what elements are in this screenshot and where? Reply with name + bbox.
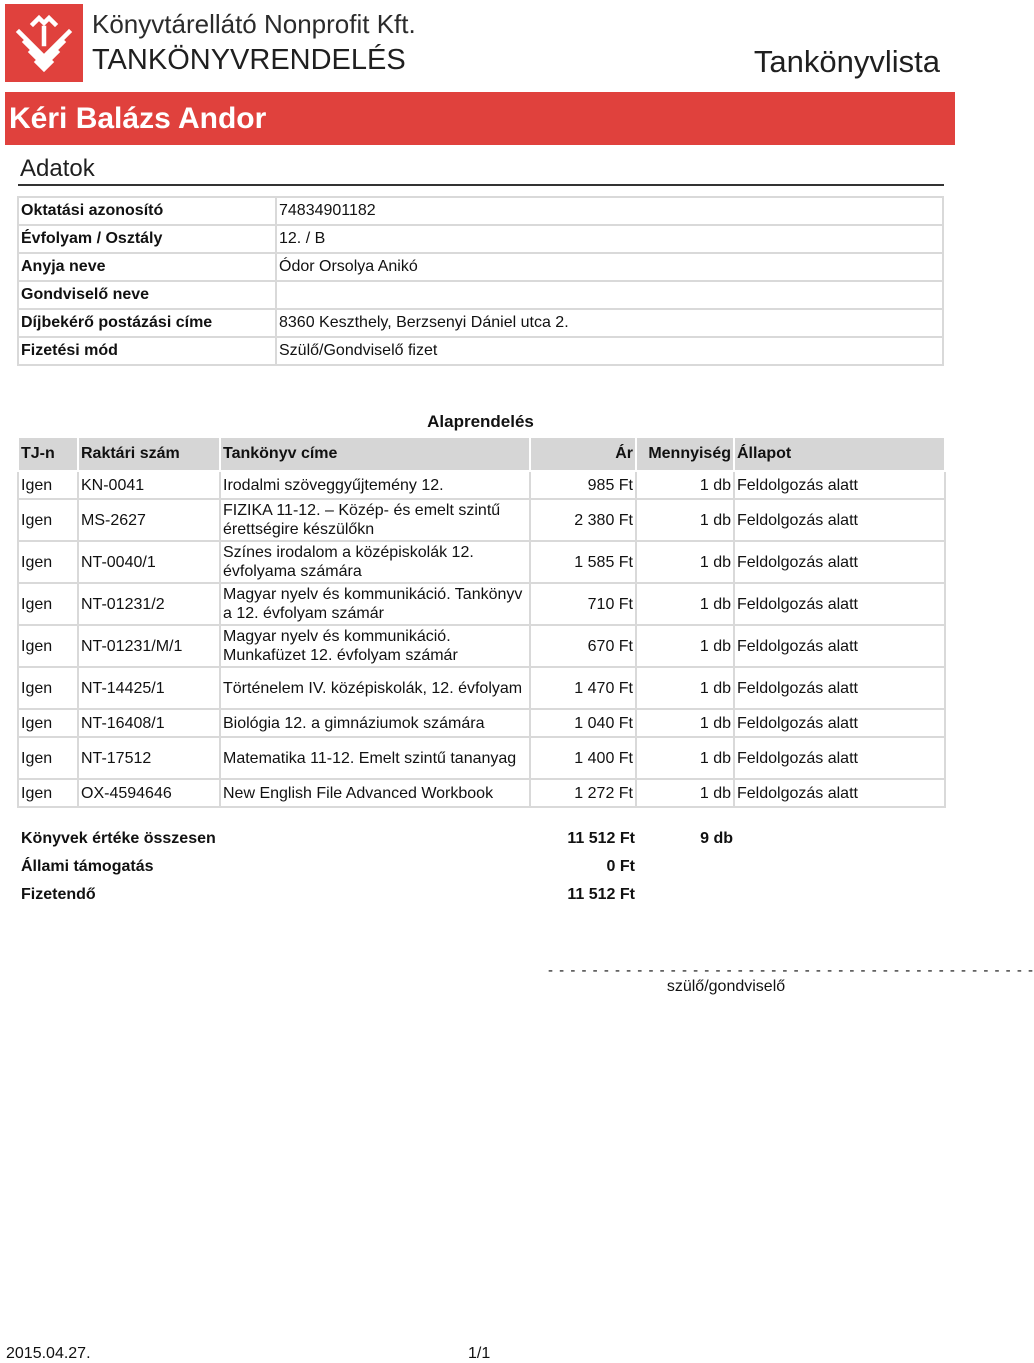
details-row (18, 309, 943, 337)
cell-quantity: 1 db (636, 625, 734, 667)
table-row (18, 667, 945, 709)
details-label: Gondviselő neve (18, 281, 276, 309)
cell-status: Feldolgozás alatt (734, 779, 945, 807)
signature-line: - - - - - - - - - - - - - - - - - - - - - - - - - - - - - - - - - - - - - - - - - - - - (548, 962, 1034, 979)
payable-value: 11 512 Ft (567, 886, 635, 903)
books-total-label: Könyvek értéke összesen (21, 830, 216, 847)
details-row (18, 281, 943, 309)
totals-row (18, 825, 945, 853)
table-row (18, 499, 945, 541)
cell-quantity: 1 db (636, 471, 734, 499)
cell-price: 1 470 Ft (530, 667, 636, 709)
details-value (276, 281, 943, 309)
table-row (18, 625, 945, 667)
empty-cell (734, 853, 945, 881)
order-caption: Alaprendelés (427, 412, 534, 431)
details-table (17, 196, 944, 366)
books-total-quantity: 9 db (700, 830, 733, 847)
totals-row (18, 853, 945, 881)
document-type: Tankönyvlista (753, 44, 940, 79)
table-row (18, 471, 945, 499)
cell-code: KN-0041 (78, 471, 220, 499)
cell-title: Matematika 11-12. Emelt szintű tananyag (220, 737, 530, 779)
details-label: Évfolyam / Osztály (18, 225, 276, 253)
cell-price: 1 400 Ft (530, 737, 636, 779)
details-value: 8360 Keszthely, Berzsenyi Dániel utca 2. (276, 309, 943, 337)
cell-status: Feldolgozás alatt (734, 541, 945, 583)
empty-cell (636, 881, 734, 909)
cell-price: 1 040 Ft (530, 709, 636, 737)
cell-price: 985 Ft (530, 471, 636, 499)
logo (5, 4, 83, 82)
footer-page-number: 1/1 (468, 1345, 491, 1362)
column-header-quantity: Mennyiség (636, 437, 734, 471)
cell-tj: Igen (18, 583, 78, 625)
cell-tj: Igen (18, 471, 78, 499)
cell-quantity: 1 db (636, 709, 734, 737)
payable-label: Fizetendő (21, 886, 96, 903)
cell-tj: Igen (18, 541, 78, 583)
details-row (18, 337, 943, 365)
cell-quantity: 1 db (636, 737, 734, 779)
details-label: Díjbekérő postázási címe (18, 309, 276, 337)
student-name: Kéri Balázs Andor (9, 102, 267, 135)
details-label: Fizetési mód (18, 337, 276, 365)
cell-code: NT-14425/1 (78, 667, 220, 709)
cell-quantity: 1 db (636, 499, 734, 541)
cell-code: MS-2627 (78, 499, 220, 541)
details-label: Oktatási azonosító (18, 197, 276, 225)
details-value: 74834901182 (276, 197, 943, 225)
cell-tj: Igen (18, 625, 78, 667)
details-label: Anyja neve (18, 253, 276, 281)
cell-title: Történelem IV. középiskolák, 12. évfolyam (220, 667, 530, 709)
cell-price: 2 380 Ft (530, 499, 636, 541)
empty-cell (734, 881, 945, 909)
cell-price: 1 272 Ft (530, 779, 636, 807)
details-heading: Adatok (20, 155, 95, 182)
cell-quantity: 1 db (636, 583, 734, 625)
column-header-status: Állapot (734, 437, 945, 471)
column-header-code: Raktári szám (78, 437, 220, 471)
cell-price: 710 Ft (530, 583, 636, 625)
heart-diamond-logo-icon (5, 4, 83, 82)
empty-cell (636, 853, 734, 881)
cell-title: Biológia 12. a gimnáziumok számára (220, 709, 530, 737)
cell-code: NT-01231/M/1 (78, 625, 220, 667)
cell-tj: Igen (18, 779, 78, 807)
footer-date: 2015.04.27. (6, 1345, 91, 1362)
cell-quantity: 1 db (636, 541, 734, 583)
cell-status: Feldolgozás alatt (734, 471, 945, 499)
cell-status: Feldolgozás alatt (734, 667, 945, 709)
cell-tj: Igen (18, 709, 78, 737)
cell-code: NT-17512 (78, 737, 220, 779)
state-support-label: Állami támogatás (21, 858, 154, 875)
totals-row (18, 881, 945, 909)
details-value: 12. / B (276, 225, 943, 253)
details-value: Szülő/Gondviselő fizet (276, 337, 943, 365)
cell-status: Feldolgozás alatt (734, 499, 945, 541)
cell-tj: Igen (18, 667, 78, 709)
table-row (18, 541, 945, 583)
cell-code: NT-01231/2 (78, 583, 220, 625)
cell-tj: Igen (18, 737, 78, 779)
cell-title: FIZIKA 11-12. – Közép- és emelt szintű érettségire készülőkn (220, 499, 530, 541)
cell-status: Feldolgozás alatt (734, 709, 945, 737)
details-row (18, 253, 943, 281)
cell-title: New English File Advanced Workbook (220, 779, 530, 807)
table-row (18, 583, 945, 625)
details-row (18, 197, 943, 225)
organization-name: Könyvtárellátó Nonprofit Kft. (92, 9, 416, 39)
column-header-tj: TJ-n (18, 437, 78, 471)
cell-quantity: 1 db (636, 779, 734, 807)
cell-title: Magyar nyelv és kommunikáció. Tankönyv a 12. évfolyam számár (220, 583, 530, 625)
empty-cell (734, 825, 945, 853)
books-total-value: 11 512 Ft (567, 830, 635, 847)
student-name-bar (5, 92, 955, 145)
cell-quantity: 1 db (636, 667, 734, 709)
table-row (18, 737, 945, 779)
column-header-price: Ár (530, 437, 636, 471)
cell-price: 1 585 Ft (530, 541, 636, 583)
cell-status: Feldolgozás alatt (734, 737, 945, 779)
cell-code: NT-16408/1 (78, 709, 220, 737)
document-title: TANKÖNYVRENDELÉS (92, 44, 406, 76)
totals-table (17, 824, 946, 910)
signature-label: szülő/gondviselő (666, 978, 786, 995)
state-support-value: 0 Ft (606, 858, 635, 875)
cell-title: Magyar nyelv és kommunikáció. Munkafüzet 12. évfolyam számár (220, 625, 530, 667)
cell-status: Feldolgozás alatt (734, 625, 945, 667)
section-divider (18, 184, 944, 186)
details-value: Ódor Orsolya Anikó (276, 253, 943, 281)
cell-price: 670 Ft (530, 625, 636, 667)
cell-title: Irodalmi szöveggyűjtemény 12. (220, 471, 530, 499)
table-row (18, 779, 945, 807)
order-table (17, 436, 946, 808)
cell-status: Feldolgozás alatt (734, 583, 945, 625)
cell-code: OX-4594646 (78, 779, 220, 807)
table-row (18, 709, 945, 737)
column-header-title: Tankönyv címe (220, 437, 530, 471)
details-row (18, 225, 943, 253)
order-header-row (18, 437, 945, 471)
cell-tj: Igen (18, 499, 78, 541)
cell-code: NT-0040/1 (78, 541, 220, 583)
cell-title: Színes irodalom a középiskolák 12. évfolyama számára (220, 541, 530, 583)
